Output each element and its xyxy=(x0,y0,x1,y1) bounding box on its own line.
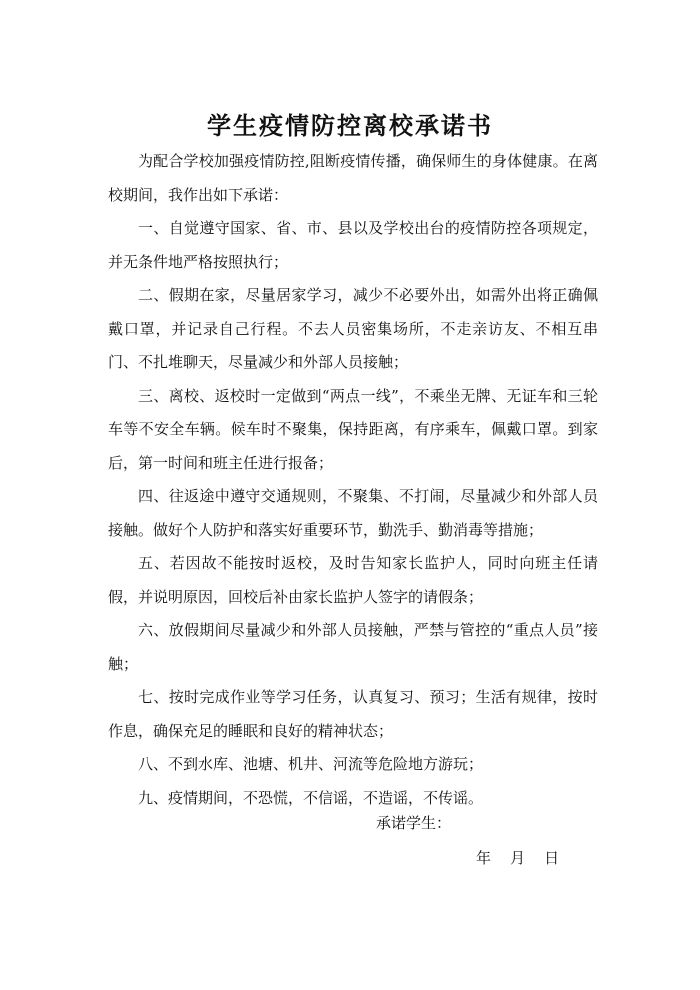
document-title: 学生疫情防控离校承诺书 xyxy=(207,111,493,140)
signature-label: 承诺学生： xyxy=(376,814,452,832)
pledge-item-9: 九、疫情期间，不恐慌，不信谣，不造谣，不传谣。 xyxy=(138,788,484,807)
pledge-item-6: 六、放假期间尽量减少和外部人员接触，严禁与管控的“重点人员”接触； xyxy=(108,621,598,673)
pledge-item-8: 八、不到水库、池塘、机井、河流等危险地方游玩； xyxy=(138,755,484,773)
intro-paragraph: 为配合学校加强疫情防控,阻断疫情传播，确保师生的身体健康。在离校期间，我作出如下承诺： xyxy=(108,152,598,204)
pledge-item-2: 二、假期在家，尽量居家学习，减少不必要外出，如需外出将正确佩戴口罩，并记录自己行程。不去人员密集场所，不走亲访友、不相互串门、不扎堆聊天，尽量减少和外部人员接触； xyxy=(108,286,598,371)
pledge-item-7: 七、按时完成作业等学习任务，认真复习、预习；生活有规律，按时作息，确保充足的睡眠和良好的精神状态； xyxy=(108,688,598,740)
pledge-item-3: 三、离校、返校时一定做到“两点一线”，不乘坐无牌、无证车和三轮车等不安全车辆。候车时不聚集，保持距离，有序乘车，佩戴口罩。到家后，第一时间和班主任进行报备； xyxy=(108,386,598,472)
pledge-item-4: 四、往返途中遵守交通规则，不聚集、不打闹，尽量减少和外部人员接触。做好个人防护和落实好重要环节，勤洗手、勤消毒等措施； xyxy=(108,487,598,539)
document-body xyxy=(108,145,598,815)
pledge-item-5: 五、若因故不能按时返校，及时告知家长监护人，同时向班主任请假，并说明原因，回校后补由家长监护人签字的请假条； xyxy=(108,554,598,606)
pledge-item-1: 一、自觉遵守国家、省、市、县以及学校出台的疫情防控各项规定，并无条件地严格按照执行； xyxy=(108,219,598,271)
date-line: 年 月 日 xyxy=(476,849,560,867)
